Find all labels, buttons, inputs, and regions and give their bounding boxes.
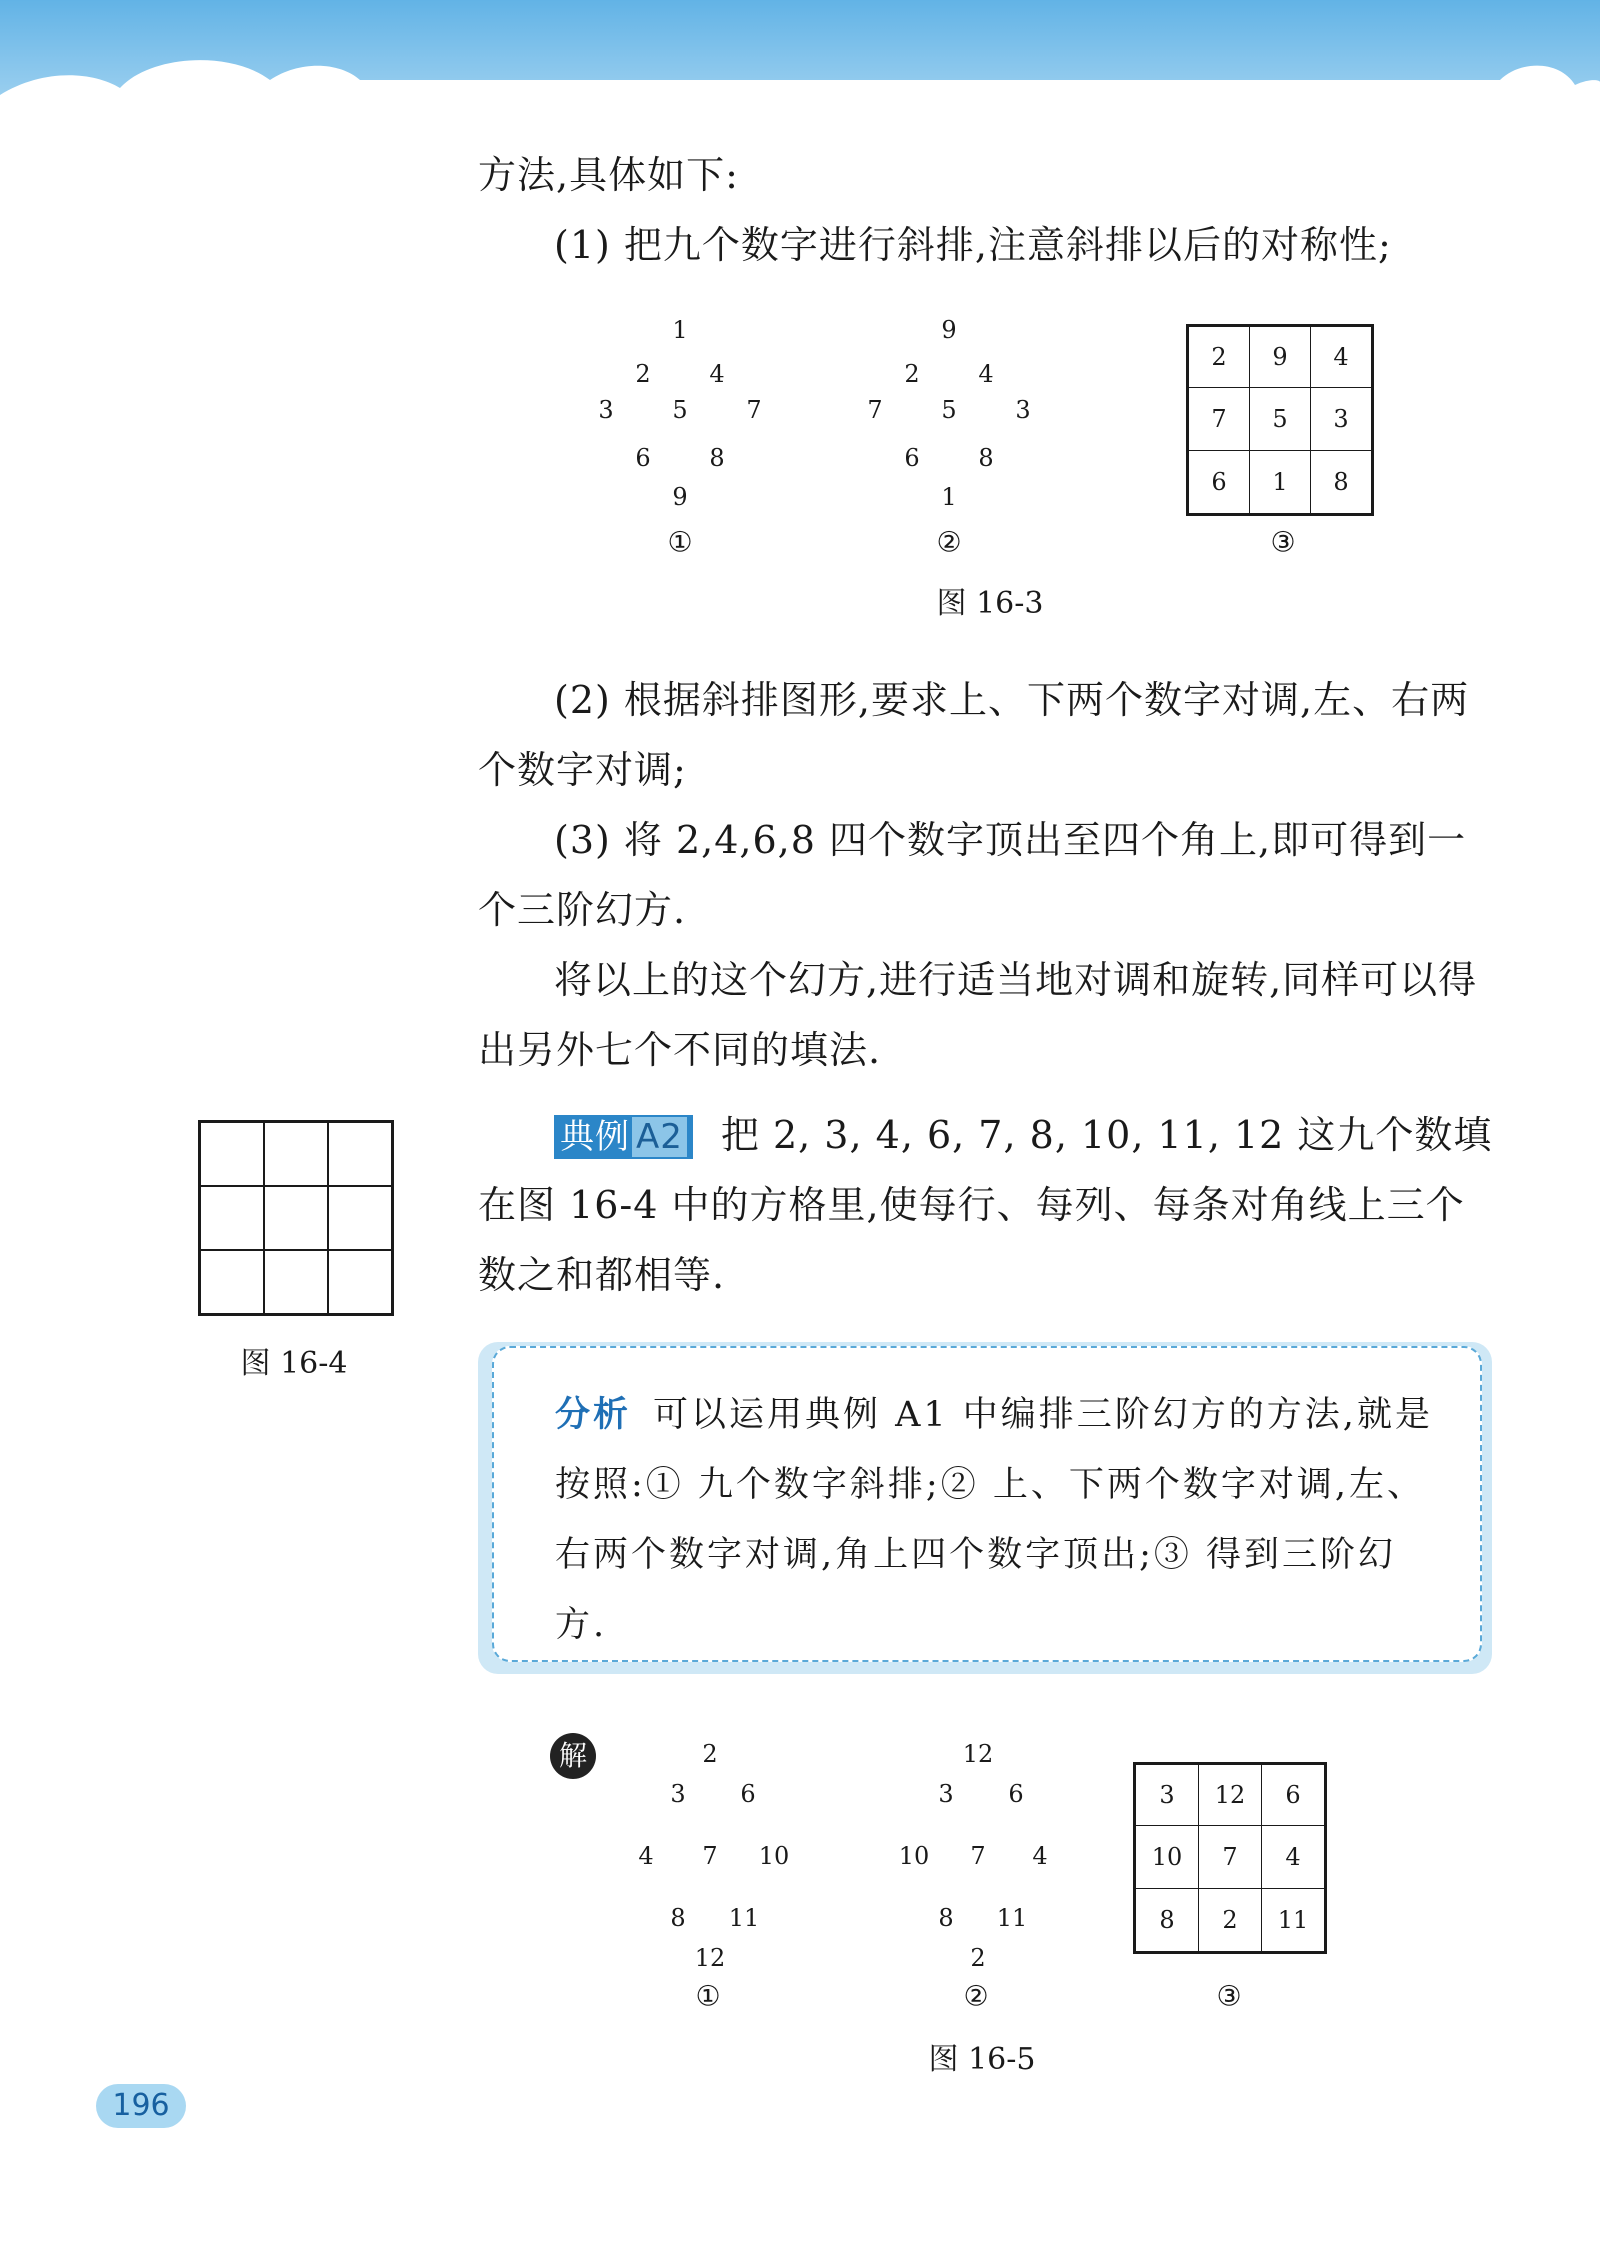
cell: 9 xyxy=(1250,326,1311,388)
cell xyxy=(264,1250,328,1315)
fig163-2-label: ② xyxy=(936,525,962,559)
fig163-1-r3c: 7 xyxy=(746,396,762,424)
cell xyxy=(328,1250,393,1315)
example-badge xyxy=(554,1115,693,1159)
analysis-body: 可以运用典例 A1 中编排三阶幻方的方法,就是按照:① 九个数字斜排;② 上、下两个数字对调,左、右两个数字对调,角上四个数字顶出;③ 得到三阶幻方. xyxy=(555,1395,1433,1645)
cell: 3 xyxy=(1135,1764,1199,1826)
fig163-1-label: ① xyxy=(667,525,693,559)
fig165-2-r3b: 7 xyxy=(970,1842,986,1870)
fig165-1-r4b: 11 xyxy=(728,1904,760,1932)
cell: 8 xyxy=(1135,1889,1199,1953)
fig165-1-r4a: 8 xyxy=(670,1904,686,1932)
fig163-1-bottom: 9 xyxy=(672,483,688,511)
paragraph-step-2: (2) 根据斜排图形,要求上、下两个数字对调,左、右两个数字对调; xyxy=(478,678,1470,792)
cell xyxy=(200,1186,265,1250)
fig163-1-top: 1 xyxy=(672,316,688,344)
cell xyxy=(328,1122,393,1187)
fig163-1-r3a: 3 xyxy=(598,396,614,424)
fig165-1-r3c: 10 xyxy=(758,1842,790,1870)
fig163-2-r4b: 8 xyxy=(978,444,994,472)
fig165-1-top: 2 xyxy=(702,1740,718,1768)
cell: 6 xyxy=(1262,1764,1326,1826)
analysis-label: 分析 xyxy=(555,1395,632,1435)
fig165-1-r2a: 3 xyxy=(670,1780,686,1808)
fig165-3-label: ③ xyxy=(1216,1979,1242,2013)
cell: 10 xyxy=(1135,1826,1199,1889)
cell: 4 xyxy=(1311,326,1373,388)
fig165-2-r4b: 11 xyxy=(996,1904,1028,1932)
cell: 7 xyxy=(1188,388,1250,451)
cell: 6 xyxy=(1188,451,1250,515)
fig164-empty-grid xyxy=(198,1120,394,1316)
fig163-magic-square xyxy=(1186,324,1374,516)
fig163-1-r3b: 5 xyxy=(672,396,688,424)
solution-icon: 解 xyxy=(550,1733,596,1779)
example-text: 把 2, 3, 4, 6, 7, 8, 10, 11, 12 这九个数填在图 16-4 中的方格里,使每行、每列、每条对角线上三个数之和都相等. xyxy=(478,1113,1493,1297)
fig163-2-r3a: 7 xyxy=(867,396,883,424)
fig164-caption: 图 16-4 xyxy=(240,1346,348,1381)
fig165-2-r3c: 4 xyxy=(1032,1842,1048,1870)
fig165-2-top: 12 xyxy=(962,1740,994,1768)
fig165-2-r3a: 10 xyxy=(898,1842,930,1870)
fig165-1-label: ① xyxy=(695,1979,721,2013)
fig163-2-r2a: 2 xyxy=(904,360,920,388)
fig163-3-label: ③ xyxy=(1270,525,1296,559)
fig163-2-bottom: 1 xyxy=(941,483,957,511)
cell: 11 xyxy=(1262,1889,1326,1953)
paragraph-step-3: (3) 将 2,4,6,8 四个数字顶出至四个角上,即可得到一个三阶幻方. xyxy=(478,818,1467,932)
fig163-1-r4a: 6 xyxy=(635,444,651,472)
sky-cloud-header xyxy=(0,0,1600,150)
fig163-caption: 图 16-3 xyxy=(936,586,1044,621)
cell: 5 xyxy=(1250,388,1311,451)
paragraph-method-intro: 方法,具体如下: xyxy=(478,153,739,197)
cell: 2 xyxy=(1199,1889,1262,1953)
cell: 7 xyxy=(1199,1826,1262,1889)
cell: 3 xyxy=(1311,388,1373,451)
example-a2 xyxy=(478,1100,1498,1310)
cell: 4 xyxy=(1262,1826,1326,1889)
fig163-2-r3c: 3 xyxy=(1015,396,1031,424)
analysis-content xyxy=(555,1380,1435,1660)
example-badge-number: A2 xyxy=(632,1117,687,1157)
fig163-1-r2a: 2 xyxy=(635,360,651,388)
fig165-2-bottom: 2 xyxy=(970,1944,986,1972)
paragraph-step-1: (1) 把九个数字进行斜排,注意斜排以后的对称性; xyxy=(554,223,1392,267)
fig165-1-r2b: 6 xyxy=(740,1780,756,1808)
cell: 8 xyxy=(1311,451,1373,515)
fig163-2-r2b: 4 xyxy=(978,360,994,388)
fig165-2-r2b: 6 xyxy=(1008,1780,1024,1808)
page-number: 196 xyxy=(96,2084,186,2128)
cell xyxy=(264,1186,328,1250)
fig163-2-top: 9 xyxy=(941,316,957,344)
cell xyxy=(200,1122,265,1187)
fig165-1-bottom: 12 xyxy=(694,1944,726,1972)
fig165-2-r2a: 3 xyxy=(938,1780,954,1808)
cell: 2 xyxy=(1188,326,1250,388)
fig165-magic-square xyxy=(1133,1762,1327,1954)
fig165-caption: 图 16-5 xyxy=(928,2042,1036,2077)
fig165-1-r3a: 4 xyxy=(638,1842,654,1870)
paragraph-variations: 将以上的这个幻方,进行适当地对调和旋转,同样可以得出另外七个不同的填法. xyxy=(478,958,1478,1072)
fig165-1-r3b: 7 xyxy=(702,1842,718,1870)
cell xyxy=(264,1122,328,1187)
fig165-2-label: ② xyxy=(963,1979,989,2013)
cell: 1 xyxy=(1250,451,1311,515)
cell xyxy=(328,1186,393,1250)
cell: 12 xyxy=(1199,1764,1262,1826)
fig163-1-r2b: 4 xyxy=(709,360,725,388)
fig163-2-r4a: 6 xyxy=(904,444,920,472)
fig163-1-r4b: 8 xyxy=(709,444,725,472)
example-badge-label: 典例 xyxy=(560,1117,630,1157)
fig163-2-r3b: 5 xyxy=(941,396,957,424)
fig165-2-r4a: 8 xyxy=(938,1904,954,1932)
cell xyxy=(200,1250,265,1315)
